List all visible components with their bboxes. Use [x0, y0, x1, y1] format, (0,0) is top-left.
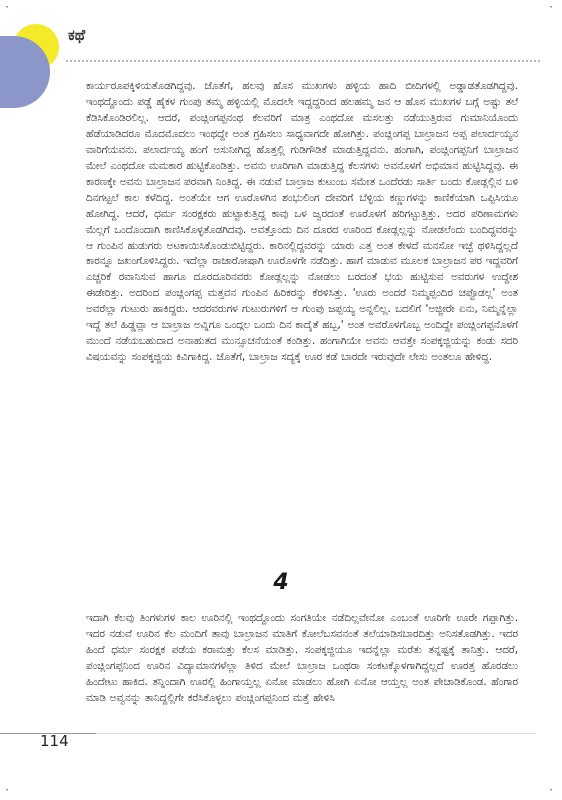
crop-mark-bottom-right: · — [547, 785, 554, 796]
section-number: 4 — [273, 570, 289, 595]
footer-rule-light — [96, 733, 536, 734]
body-paragraph-1: ಕಾರ್ಯರೂಪಕ್ಕಿಳಿಯತೊಡಗಿದ್ದವು. ಜೊತೆಗೆ, ಹಲವು ಹೊಸ ಮುಖಗಳು ಹಳ್ಳಿಯ ಹಾದಿ ಬೀದಿಗಳಲ್ಲಿ ಅಡ್ಡಾಡತೊಡಗಿದ್ದವು. ಇಂಥದ್ದೊಂದು ಪಡ್ಡೆ ಹೈಕಳ ಗುಂಪು ತಮ್ಮ ಹಳ್ಳಿಯಲ್ಲಿ ಮೊದಲೇ ಇದ್ದದ್ದರಿಂದ ಹಲಹಮ್ಮ ಜನ ಆ ಹೊಸ ಮುಖಗಳ ಬಗ್ಗೆ ಅಷ್ಟು ತಲೆ ಕೆಡಿಸಿಕೊಂಡಿರಲಿಲ್ಲ. ಆದರೆ, ಪಂಚ್ಲಿಂಗಪ್ಪನಂಥ ಕೆಲವರಿಗೆ ಮಾತ್ರ ಎಂಥದೋ ಮಸಲತ್ತು ನಡೆಯುತ್ತಿರುವ ಗುಮಾನಿಯೊಂದು ಹೆಡೆಯಾಡಿದರೂ ಮೊದಮೊದಲು ಇಂಥದ್ದೇ ಅಂತ ಗ್ರಹಿಸಲು ಸಾಧ್ಯವಾಗದೇ ಹೋಗಿತ್ತು. ಪಂಚ್ಲಿಂಗಪ್ಪ ಬಾಲ್ರಾಜನ ಅಪ್ಪ ಪಲಾರ್ದಯ್ಯನ ವಾರಿಗೆಯವನು. ಪಲಾರ್ದಯ್ಯ ಹಂಗೆ ಅಸುನೀಗಿದ್ದ ಹೊತ್ತಲ್ಲಿ ಗುಡಿಗೌಡಿಕೆ ಮಾಡುತ್ತಿದ್ದವನು. ಹಂಗಾಗಿ, ಪಂಚ್ಲಿಂಗಪ್ಪನಿಗೆ ಬಾಲ್ರಾಜನ ಮೇಲೆ ಎಂಥದೋ ಮಮಕಾರ ಹುಟ್ಟಿಕೊಂಡಿತ್ತು. ಅವನು ಊರಿಗಾಗಿ ಮಾಡುತ್ತಿದ್ದ ಕೆಲಸಗಳು ಅವನೊಳಗೆ ಅಭಿಮಾನ ಹುಟ್ಟಿಸಿದ್ದವು. ಈ ಕಾರಣಕ್ಕೇ ಅವನು ಬಾಲ್ರಾಜನ ಪರವಾಗಿ ನಿಂತಿದ್ದ. ಈ ನಡುವೆ ಬಾಲ್ರಾಜ ಕುಟುಂಬ ಸಮೇತ ಒಂದೆರಡು ಸಾರ್ತಿ ಬಂದು ಕೋಡ್ಲಲ್ಲಿನ ಬಳಿ ದಿನಗಟ್ಟಲೆ ಕಾಲ ಕಳೆದಿದ್ದ. ಅಂತೆಯೇ ಆಗ ಊರೊಳಗಿನ ಶಂಭುಲಿಂಗ ದೇವರಿಗೆ ಬೆಳ್ಳಿಯ ಕಣ್ಣುಗಳನ್ನು ಕಾಣಿಕೆಯಾಗಿ ಒಪ್ಪಿಸಿಯೂ ಹೋಗಿದ್ದ. ಆದರೆ, ಧರ್ಮ ಸಂರಕ್ಷಕರು ಹುಟ್ಟಾಕುತ್ತಿದ್ದ ಕಾವು ಒಳ ಜ್ವರದಂತೆ ಊರೊಳಗೆ ಹರಿಗಟ್ಟುತ್ತಿತ್ತು. ಅದರ ಪರಿಣಾಮಗಳು ಮೆಲ್ಲಗೆ ಒಂದೊಂದಾಗಿ ಕಾಣಿಸಿಕೊಳ್ಳತೊಡಗಿದವು. ಅವತ್ತೊಂದು ದಿನ ದೂರದ ಊರಿಂದ ಕೋಡ್ಲಲ್ಲನ್ನು ನೋಡಲೆಂದು ಬಂದಿದ್ದವರನ್ನು ಆ ಗುಂಪಿನ ಹುಡುಗರು ಅಟಕಾಯಿಸಿಕೊಂಡುಬಿಟ್ಟಿದ್ದರು. ಕಾರಿನಲ್ಲಿದ್ದವರನ್ನು ಯಾರು ಎತ್ತ ಅಂತ ಕೇಳದೆ ಮನಸೋ ಇಚ್ಛೆ ಥಳಿಸಿದ್ದಲ್ಲದೆ ಕಾರನ್ನೂ ಜಖಂಗೊಳಿಸಿದ್ದರು. ಇದೆಲ್ಲಾ ರಾಜಾರೋಷಾಗಿ ಊರೊಳಗೇ ನಡೆದಿತ್ತು. ಹಾಗೆ ಮಾಡುವ ಮೂಲಕ ಬಾಲ್ರಾಜನ ಪರ ಇದ್ದವರಿಗೆ ಎಚ್ಚರಿಕೆ ರವಾನಿಸುವ ಹಾಗೂ ದೂರದೂರಿನವರು ಕೋಡ್ಲಲ್ಲನ್ನು ನೋಡಲು ಬರದಂತೆ ಭಯ ಹುಟ್ಟಿಸುವ ಅವರುಗಳ ಉದ್ದೇಶ ಈಡೇರಿತ್ತು. ಅದರಿಂದ ಪಂಚ್ಲಿಂಗಪ್ಪ ಮತ್ತವನ ಗುಂಪಿನ ಹಿರಿಕರನ್ನು ಕೆರಳಿಸಿತ್ತು. 'ಊರು ಅಂದರೆ ನಿಮ್ಮಪ್ಪಂದಿರ ಚಪ್ಪೊಡಲ್ಲ' ಅಂತ ಅವರೆಲ್ಲಾ ಗುಟುರು ಹಾಕಿದ್ದರು. ಆದರವರುಗಳ ಗುಟುರುಗಳಿಗೆ ಆ ಗುಂಪು ಜಪ್ಪಯ್ಯ ಅನ್ನಲಿಲ್ಲ. ಬದಲಿಗೆ 'ಅಜ್ಜೀರೇ ಏನು, ನಿಮ್ಮನ್ನೆಲ್ಲಾ ಇದ್ದೆ ತಲೆ ಹಿಡ್ಡವ್ಲಾ ಆ ಬಾಲ್ರಾಜ ಅವ್ನಿಗೂ ಒಂದ್ಗಲ ಒಂದು ದಿನ ಕಾದೈತೆ ಹಬ್ಬ,' ಅಂತ ಅವರೊಳಗೊಬ್ಬ ಅಂದಿದ್ದೇ ಪಂಚ್ಲಿಂಗಪ್ಪನೊಳಗೆ ಮುಂದೆ ನಡೆಯಬಹುದಾದ ಅನಾಹುತದ ಮುನ್ಸೂಚನೆಯಂತೆ ಕಂಡಿತ್ತು. ಹಂಗಾಗಿಯೇ ಅವನು ಆವತ್ತೇ ಸಂಪಕ್ಕಜ್ಜಿಯನ್ನು ಕಂಡು ಸದರಿ ವಿಷಯವನ್ನು ಸಂಪಕ್ಕಜ್ಜಿಯ ಕಿವಿಗಾಕಿದ್ದ. ಜೊತೆಗೆ, ಬಾಲ್ರಾಜ ಸದ್ಯಕ್ಕೆ ಊರ ಕಡೆ ಬಾರದೇ ಇರುವುದೇ ಲೇಸು ಅಂತಲೂ ಹೇಳಿದ್ದ. — [86, 80, 518, 364]
crop-mark-bottom-left: · — [4, 785, 11, 796]
crop-mark-top-left: · — [4, 2, 11, 13]
running-header-title: ಕಥೆ — [68, 26, 86, 44]
crop-mark-top-right: · — [547, 2, 554, 13]
page-number: 114 — [40, 732, 69, 750]
body-paragraph-2: ಇದಾಗಿ ಕೆಲವು ತಿಂಗಳುಗಳ ಕಾಲ ಊರಿನಲ್ಲಿ ಇಂಥದ್ದೊಂದು ಸಂಗತಿಯೇ ನಡೆದಿಲ್ಲವೇನೋ ಎಂಬಂತೆ ಊರಿಗೇ ಊರೇ ಗಪ್ಪಾಗಿತ್ತು. ಇದರ ನಡುವೆ ಊರಿನ ಕೆಲ ಮಂದಿಗೆ ತಾವು ಬಾಲ್ರಾಜನ ಮಾತಿಗೆ ಕೋಲೆಬಸವನಂತೆ ತಲೆಯಾಡಿಸಬಾರದಿತ್ತು ಅನಿಸತೊಡಗಿತ್ತು. ಇದರ ಹಿಂದೆ ಧರ್ಮ ಸಂರಕ್ಷಕ ಪಡೆಯ ಕರಾಮತ್ತು ಕೆಲಸ ಮಾಡಿತ್ತು. ಸಂಪಕ್ಕಜ್ಜಿಯೂ ಇದನ್ನೆಲ್ಲಾ ಮರೆತು ತನ್ನಷ್ಟಕ್ಕೆ ತಾನಿತ್ತು. ಆದರೆ, ಪಂಚ್ಲಿಂಗಪ್ಪನಿಂದ ಊರಿನ ವಿದ್ಯಾಮಾನಗಳೆಲ್ಲಾ ತಿಳಿದ ಮೇಲೆ ಬಾಲ್ರಾಜ ಒಂಥರಾ ಸಂಕಟಕ್ಕೊಳಗಾಗಿದ್ದಲ್ಲದೆ ಊರತ್ತ ಹೊರಡಲು ಹಿಂದೇಟು ಹಾಕಿದ. ತನ್ನಿಂದಾಗಿ ಊರಲ್ಲಿ ಹಿಂಗಾಯ್ತಲ್ಲ ಏನೋ ಮಾಡಲು ಹೋಗಿ ಏನೋ ಆಯ್ತಲ್ಲ ಅಂತ ಪೇಚಾಡಿಕೊಂಡ. ಹೆಂಗಾರ ಮಾಡಿ ಅವ್ವನನ್ನು ತಾನಿದ್ದಲ್ಲಿಗೇ ಕರೆಸಿಕೊಳ್ಳಲು ಪಂಚ್ಲಿಂಗಪ್ಪನಿಂದ ಮತ್ತೆ ಹೇಳಿಸಿ — [86, 612, 518, 704]
header-dotted-rule — [66, 60, 540, 62]
